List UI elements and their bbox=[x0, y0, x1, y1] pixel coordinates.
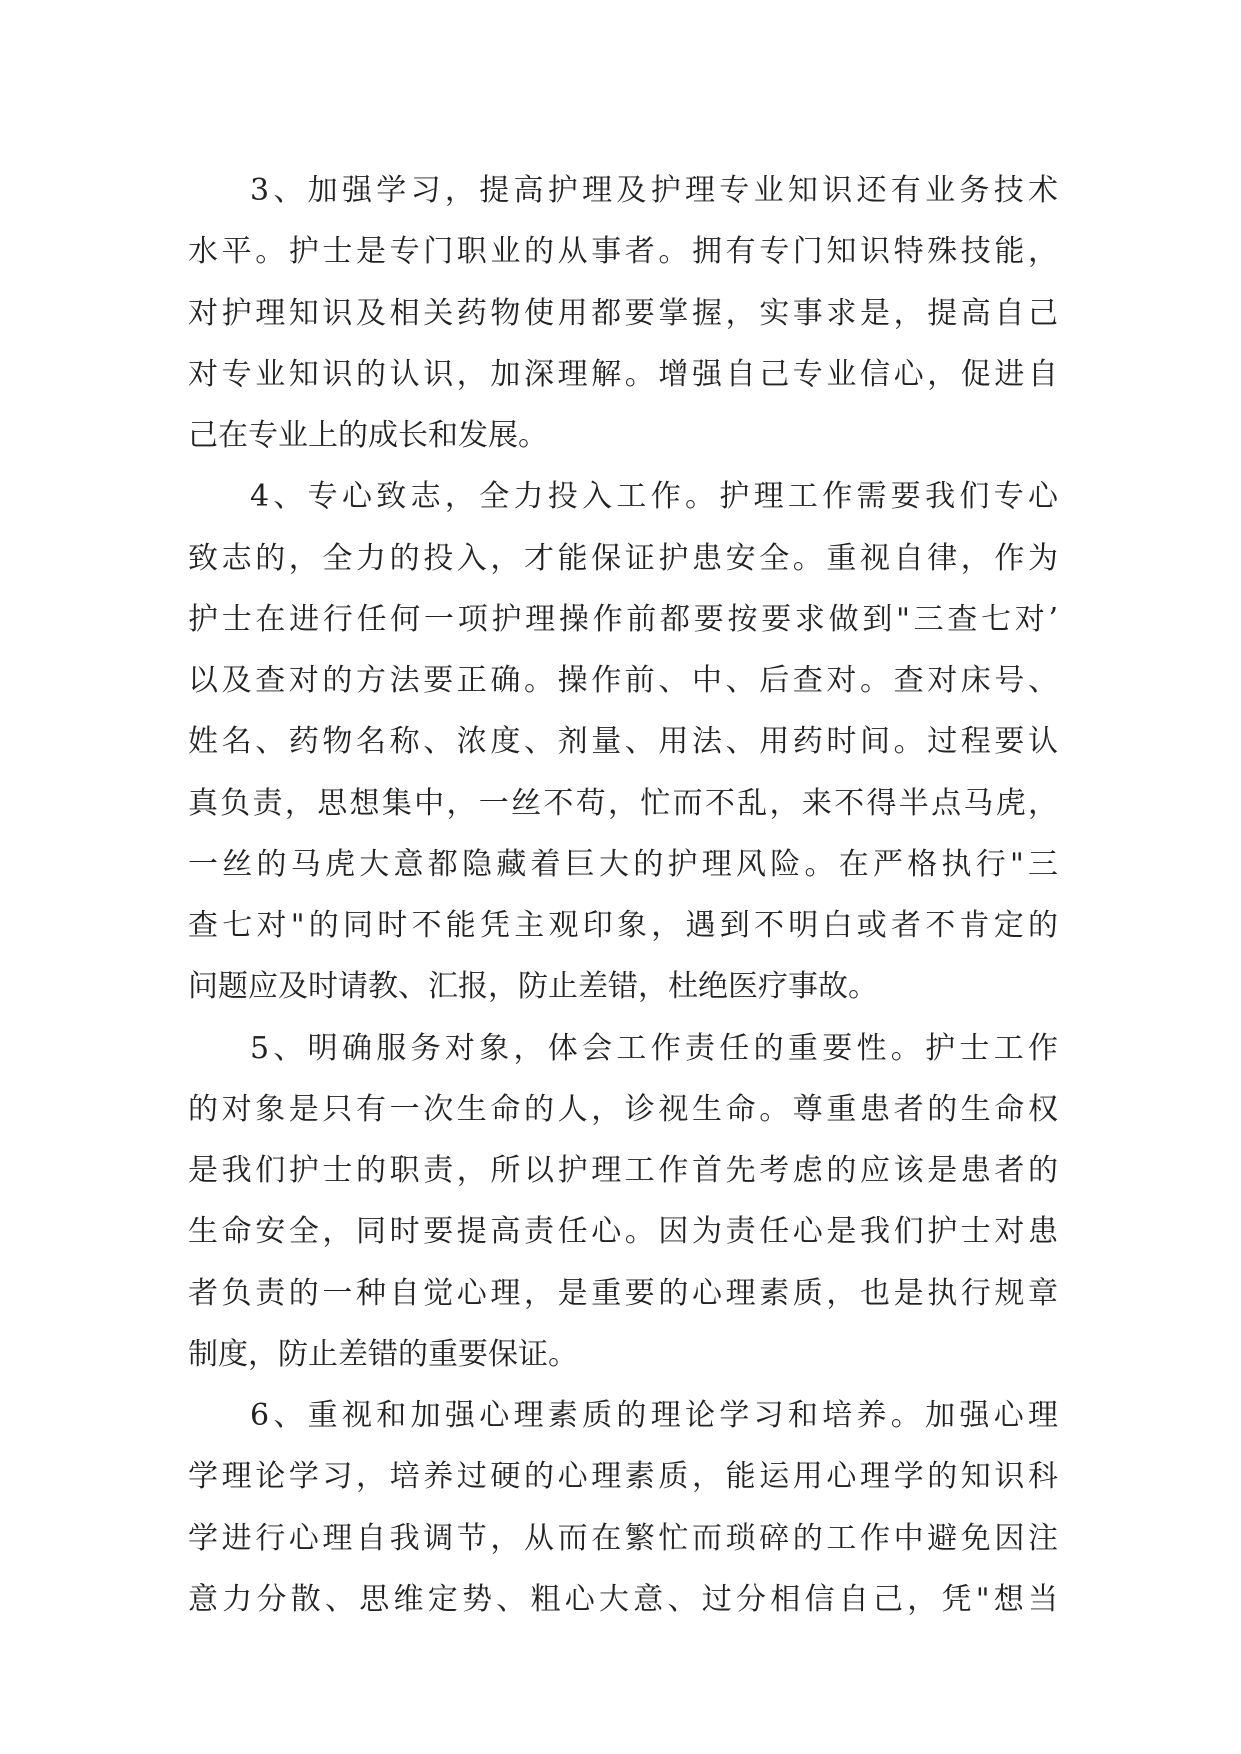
paragraph-5-line-1: 5、明确服务对象，体会工作责任的重要性。护士工作 bbox=[250, 1030, 1058, 1066]
paragraph-6-line-4: 意力分散、思维定势、粗心大意、过分相信自己，凭"想当 bbox=[188, 1581, 1058, 1617]
paragraph-4-line-6: 真负责，思想集中，一丝不苟，忙而不乱，来不得半点马虎， bbox=[188, 785, 1058, 821]
paragraph-3-line-5: 己在专业上的成长和发展。 bbox=[188, 418, 548, 453]
paragraph-4-line-5: 姓名、药物名称、浓度、剂量、用法、用药时间。过程要认 bbox=[188, 724, 1058, 760]
paragraph-4-line-7: 一丝的马虎大意都隐藏着巨大的护理风险。在严格执行"三 bbox=[188, 846, 1058, 882]
paragraph-6-line-1: 6、重视和加强心理素质的理论学习和培养。加强心理 bbox=[250, 1398, 1058, 1433]
paragraph-3-line-4: 对专业知识的认识，加深理解。增强自己专业信心，促进自 bbox=[188, 356, 1058, 392]
paragraph-5-line-2: 的对象是只有一次生命的人，诊视生命。尊重患者的生命权 bbox=[188, 1091, 1058, 1127]
paragraph-3-line-2: 水平。护士是专门职业的从事者。拥有专门知识特殊技能， bbox=[188, 234, 1058, 270]
paragraph-6-line-2: 学理论学习，培养过硬的心理素质，能运用心理学的知识科 bbox=[188, 1459, 1058, 1495]
paragraph-6-line-3: 学进行心理自我调节，从而在繁忙而琐碎的工作中避免因注 bbox=[188, 1520, 1058, 1556]
paragraph-4-line-1: 4、专心致志，全力投入工作。护理工作需要我们专心 bbox=[250, 479, 1058, 515]
paragraph-4-line-3: 护士在进行任何一项护理操作前都要按要求做到"三查七对’ bbox=[188, 601, 1058, 637]
body-text bbox=[188, 160, 1058, 1630]
paragraph-4-line-2: 致志的，全力的投入，才能保证护患安全。重视自律，作为 bbox=[188, 540, 1058, 576]
paragraph-5-line-5: 者负责的一种自觉心理，是重要的心理素质，也是执行规章 bbox=[188, 1275, 1058, 1311]
paragraph-4-line-4: 以及查对的方法要正确。操作前、中、后查对。查对床号、 bbox=[188, 663, 1058, 698]
paragraph-5-line-6: 制度，防止差错的重要保证。 bbox=[188, 1336, 578, 1372]
paragraph-4-line-9: 问题应及时请教、汇报，防止差错，杜绝医疗事故。 bbox=[188, 969, 878, 1005]
paragraph-5-line-3: 是我们护士的职责，所以护理工作首先考虑的应该是患者的 bbox=[188, 1153, 1058, 1188]
paragraph-4-line-8: 查七对"的同时不能凭主观印象，遇到不明白或者不肯定的 bbox=[188, 908, 1058, 943]
paragraph-5-line-4: 生命安全，同时要提高责任心。因为责任心是我们护士对患 bbox=[188, 1214, 1058, 1250]
paragraph-3-line-1: 3、加强学习，提高护理及护理专业知识还有业务技术 bbox=[250, 173, 1058, 208]
paragraph-3-line-3: 对护理知识及相关药物使用都要掌握，实事求是，提高自己 bbox=[188, 295, 1058, 331]
